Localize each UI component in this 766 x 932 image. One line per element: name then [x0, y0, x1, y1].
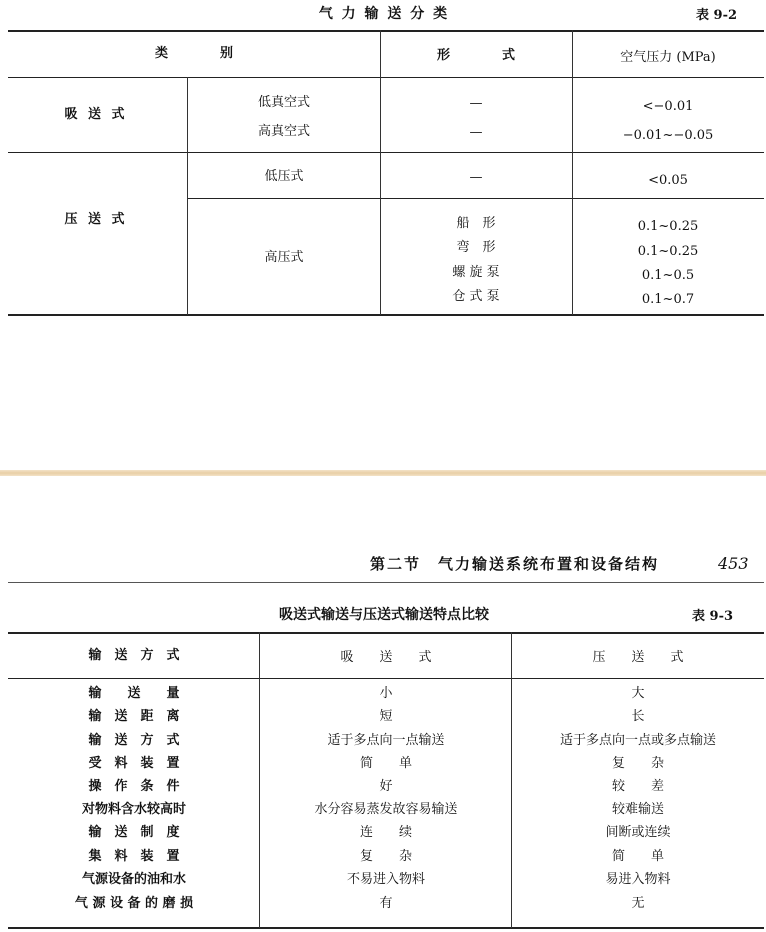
- pressure-value: 0.1~0.25: [637, 244, 699, 259]
- row-suction-value: 短: [379, 709, 393, 724]
- row-pressure-value: 适于多点向一点或多点输送: [559, 733, 717, 748]
- row-suction-value: 连 续: [359, 825, 413, 840]
- row-pressure-value: 大: [631, 686, 645, 701]
- pressure-value: 0.1~0.7: [641, 292, 695, 307]
- form-screw-pump: 螺 旋 泵: [452, 265, 500, 280]
- row-suction-value: 不易进入物料: [346, 872, 426, 887]
- row-suction-value: 好: [379, 779, 393, 794]
- pressure-value: 0.1~0.25: [637, 219, 699, 234]
- table-9-3-title: 吸送式输送与压送式输送特点比较: [279, 607, 489, 623]
- row-suction-value: 水分容易蒸发故容易输送: [314, 802, 458, 817]
- row-pressure-value: 简 单: [611, 849, 665, 864]
- col-rule-2: [380, 30, 381, 315]
- table-bottom-rule: [8, 927, 764, 929]
- row-label: 操 作 条 件: [88, 779, 180, 794]
- page-number: 453: [718, 554, 749, 573]
- page-divider: [0, 470, 766, 476]
- row-suction-value: 简 单: [359, 756, 413, 771]
- row-suction-value: 有: [379, 896, 393, 911]
- pressure-value: −0.01~−0.05: [622, 128, 714, 143]
- row-label: 气源设备的油和水: [81, 872, 187, 887]
- form-tank-pump: 仓 式 泵: [452, 289, 500, 304]
- form-bend: 弯 形: [456, 240, 496, 255]
- header-mode: 输 送 方 式: [88, 648, 180, 663]
- row-pressure-value: 间断或连续: [605, 825, 671, 840]
- group-rule: [8, 152, 764, 153]
- table-top-rule: [8, 632, 764, 634]
- header-pressure: 压 送 式: [592, 650, 684, 665]
- sub-low-pressure: 低压式: [264, 169, 304, 184]
- row-label: 对物料含水较高时: [81, 802, 187, 817]
- table-bottom-rule: [8, 314, 764, 316]
- header-rule: [8, 678, 764, 679]
- header-form: 形 式: [436, 48, 516, 63]
- row-pressure-value: 无: [631, 896, 645, 911]
- sub-rule: [187, 198, 764, 199]
- running-header: 第二节 气力输送系统布置和设备结构: [370, 555, 660, 573]
- col-rule-3: [572, 30, 573, 315]
- row-pressure-value: 较难输送: [611, 802, 665, 817]
- col-rule-2: [511, 632, 512, 928]
- col-rule-1: [259, 632, 260, 928]
- row-pressure-value: 较 差: [611, 779, 665, 794]
- sub-high-vacuum: 高真空式: [257, 124, 311, 139]
- row-label: 集 料 装 置: [88, 849, 180, 864]
- row-label: 输 送 方 式: [88, 733, 180, 748]
- table-9-3-number: 表 9-3: [692, 609, 734, 624]
- form-value: —: [469, 96, 483, 111]
- row-pressure-value: 易进入物料: [605, 872, 671, 887]
- table-9-2-number: 表 9-2: [696, 8, 738, 23]
- row-label: 受 料 装 置: [88, 756, 180, 771]
- pressure-value: <−0.01: [642, 99, 694, 114]
- row-suction-value: 小: [379, 686, 393, 701]
- header-rule: [8, 77, 764, 78]
- row-suction-value: 复 杂: [359, 849, 413, 864]
- row-label: 气 源 设 备 的 磨 损: [74, 896, 194, 911]
- row-label: 输 送 量: [88, 686, 180, 701]
- table-9-2-title: 气 力 输 送 分 类: [318, 6, 450, 22]
- header-suction: 吸 送 式: [340, 650, 432, 665]
- row-label: 输 送 制 度: [88, 825, 180, 840]
- row-pressure-value: 长: [631, 709, 645, 724]
- row-pressure-value: 复 杂: [611, 756, 665, 771]
- pressure-value: 0.1~0.5: [641, 268, 695, 283]
- pressure-value: <0.05: [648, 173, 688, 188]
- table-top-rule: [8, 30, 764, 32]
- running-header-rule: [8, 582, 764, 583]
- row-label: 输 送 距 离: [88, 709, 180, 724]
- row-suction-value: 适于多点向一点输送: [327, 733, 445, 748]
- sub-low-vacuum: 低真空式: [257, 95, 311, 110]
- form-boat: 船 形: [456, 216, 496, 231]
- header-category: 类 别: [154, 46, 234, 61]
- group-pressure: 压 送 式: [64, 212, 128, 227]
- group-suction: 吸 送 式: [64, 107, 128, 122]
- col-rule-1: [187, 77, 188, 315]
- header-pressure: 空气压力 (MPa): [620, 50, 716, 65]
- form-value: —: [469, 125, 483, 140]
- sub-high-pressure: 高压式: [264, 250, 304, 265]
- form-value: —: [469, 170, 483, 185]
